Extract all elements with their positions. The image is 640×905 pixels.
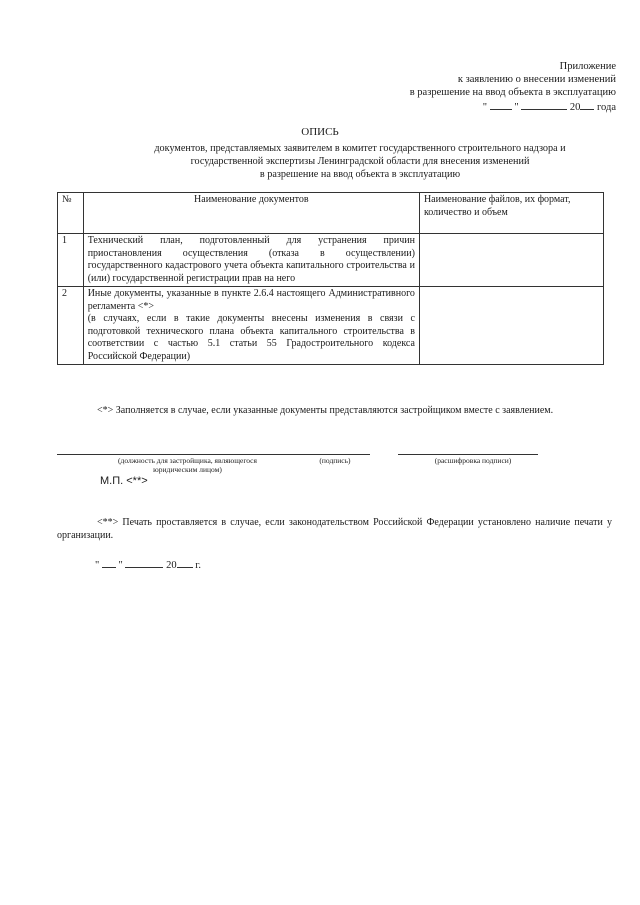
- date-quote-close: ": [514, 102, 519, 113]
- footnote-2: <**> Печать проставляется в случае, если законодательством Российской Федерации установлено наличие печати у организации.: [57, 517, 612, 541]
- header-name: Наименование документов: [83, 193, 419, 234]
- documents-table: [57, 192, 604, 365]
- bottom-date-quote-close: ": [118, 560, 123, 571]
- row-1-files[interactable]: [419, 234, 603, 287]
- appendix-line-3: в разрешение на ввод объекта в эксплуатацию: [409, 87, 616, 98]
- bottom-date-suffix: г.: [195, 560, 201, 571]
- appendix-date: [410, 99, 616, 114]
- subtitle-line-2: государственной экспертизы Ленинградской области для внесения изменений: [190, 156, 530, 167]
- decode-label: (расшифровка подписи): [434, 456, 512, 465]
- document-subtitle: [110, 142, 610, 181]
- subtitle-line-1: документов, представляемых заявителем в комитет государственного строительного надзора и: [154, 143, 566, 154]
- document-title: ОПИСЬ: [301, 126, 339, 138]
- header-files: Наименование файлов, их формат, количество и объем: [419, 193, 603, 234]
- table-header-row: [58, 193, 604, 234]
- date-month-blank: [521, 99, 567, 110]
- stamp-place: М.П. <**>: [100, 475, 148, 487]
- bottom-date: [95, 557, 201, 571]
- row-2-name-extra: (в случаях, если в такие документы внесены изменения в связи с подготовкой технического плана объекта капитального строительства в соответствии с частью 5.1 статьи 55 Градостроительного кодекса Российской Федерации): [87, 313, 415, 362]
- header-num: №: [58, 193, 84, 234]
- bottom-date-year-blank[interactable]: [177, 557, 193, 568]
- row-1-num: 1: [58, 234, 84, 287]
- row-2-name-cell: [83, 287, 419, 365]
- decode-line[interactable]: [398, 454, 538, 455]
- signature-label: (подпись): [319, 456, 351, 465]
- date-year-prefix: 20: [569, 102, 581, 113]
- subtitle-line-3: в разрешение на ввод объекта в эксплуатацию: [259, 169, 461, 180]
- date-suffix: года: [597, 102, 616, 113]
- position-label: (должность для застройщика, являющегося юридическим лицом): [118, 456, 257, 474]
- appendix-line-2: к заявлению о внесении изменений: [457, 74, 616, 85]
- row-2-files[interactable]: [419, 287, 603, 365]
- date-year-blank: [580, 99, 594, 110]
- bottom-date-month-blank[interactable]: [125, 557, 163, 568]
- date-quote-open: ": [482, 102, 488, 113]
- bottom-date-day-blank[interactable]: [102, 557, 116, 568]
- row-2-num: 2: [58, 287, 84, 365]
- row-2-name: Иные документы, указанные в пункте 2.6.4 настоящего Административного регламента <*>: [87, 288, 415, 312]
- signature-line[interactable]: [290, 454, 370, 455]
- appendix-header: [410, 60, 616, 114]
- appendix-title: Приложение: [559, 61, 616, 72]
- bottom-date-year-prefix: 20: [166, 560, 177, 571]
- position-line[interactable]: [57, 454, 315, 455]
- date-day-blank: [490, 99, 512, 110]
- footnote-1: <*> Заполняется в случае, если указанные документы представляются застройщиком вместе с заявлением.: [97, 405, 554, 416]
- table-row: [58, 234, 604, 287]
- bottom-date-quote-open: ": [95, 560, 100, 571]
- table-row: [58, 287, 604, 365]
- row-1-name: Технический план, подготовленный для устранения причин приостановления осуществления (отказа в осуществлении) государственного кадастрового учета объекта капитального строительства и (или) государственной регистрации прав на него: [83, 234, 419, 287]
